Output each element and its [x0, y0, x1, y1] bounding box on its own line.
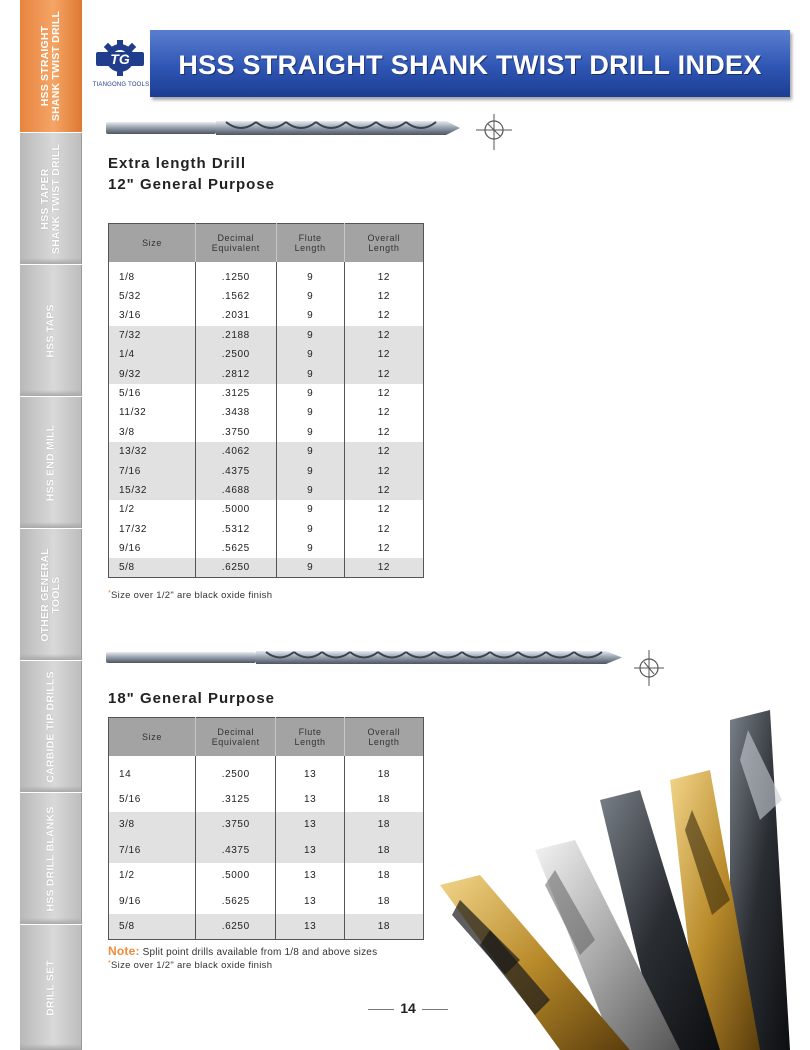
column-header-size: Size — [109, 718, 196, 756]
table-body — [109, 262, 424, 578]
cell-overall-length: 18 — [344, 838, 423, 863]
cell-size: 7/32 — [109, 326, 196, 345]
sidebar-tab-hss-taps[interactable] — [20, 265, 82, 396]
table-row — [109, 558, 424, 577]
section1-footnote: *Size over 1/2" are black oxide finish — [108, 590, 273, 601]
cell-overall-length: 12 — [344, 287, 423, 306]
table-row — [109, 442, 424, 461]
cell-decimal-equivalent: .3750 — [196, 812, 276, 837]
sidebar-tab-label: HSS DRILL BLANKS — [44, 805, 56, 912]
drill-point-crosshair-icon — [474, 114, 514, 150]
table-header-row — [109, 718, 424, 756]
cell-flute-length: 13 — [276, 787, 344, 812]
cell-decimal-equivalent: .5625 — [196, 888, 276, 913]
cell-size: 1/2 — [119, 504, 135, 516]
cell-overall-length: 12 — [344, 268, 423, 287]
cell-size: 9/32 — [109, 364, 196, 383]
sidebar-tab-label: CARBIDE TIP DRILLS — [44, 670, 56, 783]
cell-overall-length: 18 — [344, 888, 423, 913]
table-header-row — [109, 224, 424, 262]
cell-flute-length: 13 — [276, 812, 344, 837]
cell-overall-length: 12 — [344, 364, 423, 383]
column-header-overall-length: Overall Length — [344, 224, 423, 262]
cell-overall-length: 12 — [344, 442, 423, 461]
cell-size: 5/16 — [119, 388, 141, 400]
cell-decimal-equivalent: .3438 — [196, 403, 276, 422]
cell-size: 9/16 — [119, 895, 141, 907]
table-row — [109, 838, 424, 863]
sidebar-tab-label: HSS STRAIGHT SHANK TWIST DRILL — [38, 10, 62, 122]
cell-flute-length: 9 — [276, 481, 344, 500]
sidebar-nav — [20, 0, 82, 1050]
cell-decimal-equivalent: .3125 — [196, 384, 276, 403]
cell-overall-length: 12 — [344, 423, 423, 442]
drill-spec-table-18in — [108, 717, 424, 940]
cell-flute-length: 9 — [276, 539, 344, 558]
cell-overall-length: 18 — [344, 812, 423, 837]
cell-decimal-equivalent: .5000 — [196, 863, 276, 888]
cell-overall-length: 12 — [344, 520, 423, 539]
column-header-flute-length: Flute Length — [276, 718, 344, 756]
cell-decimal-equivalent: .4375 — [196, 461, 276, 480]
sidebar-tab-hss-taper-shank[interactable] — [20, 133, 82, 264]
column-header-size: Size — [109, 224, 196, 262]
table-row — [109, 403, 424, 422]
cell-overall-length: 12 — [344, 403, 423, 422]
cell-size: 3/16 — [119, 310, 141, 322]
table-row — [109, 461, 424, 480]
split-point-note — [108, 944, 377, 958]
cell-size: 1/8 — [119, 271, 135, 283]
cell-flute-length: 9 — [276, 287, 344, 306]
column-header-overall-length: Overall Length — [344, 718, 423, 756]
cell-flute-length: 9 — [276, 364, 344, 383]
table-row — [109, 364, 424, 383]
cell-decimal-equivalent: .1562 — [196, 287, 276, 306]
cell-overall-length: 12 — [344, 500, 423, 519]
cell-size: 1/4 — [109, 345, 196, 364]
cell-overall-length: 12 — [344, 558, 423, 577]
column-header-decimal-equivalent: Decimal Equivalent — [196, 224, 276, 262]
table-row — [109, 888, 424, 913]
cell-size: 1/2 — [119, 870, 135, 882]
cell-overall-length: 18 — [344, 914, 423, 939]
cell-flute-length: 13 — [276, 762, 344, 787]
section1-heading-line1: Extra length Drill — [108, 155, 247, 172]
cell-size: 5/8 — [109, 914, 196, 939]
cell-decimal-equivalent: .3750 — [196, 423, 276, 442]
column-header-decimal-equivalent: Decimal Equivalent — [196, 718, 276, 756]
cell-overall-length: 12 — [344, 345, 423, 364]
cell-size: 11/32 — [119, 407, 147, 419]
cell-flute-length: 9 — [276, 520, 344, 539]
cell-overall-length: 18 — [344, 762, 423, 787]
cell-flute-length: 9 — [276, 403, 344, 422]
cell-flute-length: 9 — [276, 500, 344, 519]
table-body — [109, 756, 424, 940]
cell-flute-length: 13 — [276, 863, 344, 888]
cell-flute-length: 9 — [276, 558, 344, 577]
cell-flute-length: 9 — [276, 326, 344, 345]
sidebar-tab-hss-drill-blanks[interactable] — [20, 793, 82, 924]
cell-flute-length: 9 — [276, 423, 344, 442]
cell-size: 3/8 — [119, 426, 135, 438]
cell-decimal-equivalent: .2031 — [196, 306, 276, 325]
cell-decimal-equivalent: .2188 — [196, 326, 276, 345]
cell-overall-length: 12 — [344, 306, 423, 325]
sidebar-tab-carbide-tip-drills[interactable] — [20, 661, 82, 792]
table-row — [109, 384, 424, 403]
note-label: Note: — [108, 944, 140, 958]
table-row — [109, 306, 424, 325]
drill-illustration — [106, 118, 462, 140]
cell-decimal-equivalent: .6250 — [196, 914, 276, 939]
cell-size: 7/16 — [109, 838, 196, 863]
cell-flute-length: 9 — [276, 268, 344, 287]
cell-overall-length: 18 — [344, 863, 423, 888]
table-row — [109, 863, 424, 888]
cell-overall-length: 12 — [344, 539, 423, 558]
title-banner — [150, 30, 790, 97]
cell-size: 9/16 — [119, 543, 141, 555]
section2-footnote: *Size over 1/2" are black oxide finish — [108, 960, 273, 971]
drill-illustration — [106, 648, 626, 668]
cell-decimal-equivalent: .5000 — [196, 500, 276, 519]
table-row — [109, 500, 424, 519]
cell-decimal-equivalent: .2500 — [196, 762, 276, 787]
page-number: 14 — [360, 1000, 456, 1016]
cell-flute-length: 13 — [276, 838, 344, 863]
section1-heading-line2: 12" General Purpose — [108, 176, 276, 193]
table-row — [109, 423, 424, 442]
cell-flute-length: 13 — [276, 888, 344, 913]
cell-overall-length: 12 — [344, 326, 423, 345]
cell-decimal-equivalent: .2500 — [196, 345, 276, 364]
logo-caption: TIANGONG TOOLS — [92, 82, 150, 88]
cell-flute-length: 9 — [276, 442, 344, 461]
cell-decimal-equivalent: .5312 — [196, 520, 276, 539]
sidebar-tab-label: HSS TAPS — [44, 303, 56, 358]
cell-size: 7/16 — [109, 461, 196, 480]
cell-size: 5/8 — [109, 558, 196, 577]
table-row — [109, 812, 424, 837]
drill-point-crosshair-icon — [632, 650, 666, 686]
cell-size: 13/32 — [109, 442, 196, 461]
cell-size: 5/32 — [119, 291, 141, 303]
cell-size: 3/8 — [109, 812, 196, 837]
sidebar-tab-label: HSS TAPER SHANK TWIST DRILL — [38, 143, 62, 254]
sidebar-tab-drill-set[interactable] — [20, 925, 82, 1050]
column-header-flute-length: Flute Length — [276, 224, 344, 262]
cell-decimal-equivalent: .1250 — [196, 268, 276, 287]
table-row — [109, 345, 424, 364]
sidebar-tab-hss-end-mill[interactable] — [20, 397, 82, 528]
cell-size: 14 — [119, 768, 132, 780]
note-text: Split point drills available from 1/8 and above sizes — [142, 947, 378, 958]
cell-flute-length: 9 — [276, 461, 344, 480]
sidebar-tab-label: DRILL SET — [44, 959, 56, 1016]
drill-spec-table-12in — [108, 223, 424, 578]
cell-overall-length: 12 — [344, 481, 423, 500]
cell-decimal-equivalent: .4688 — [196, 481, 276, 500]
cell-decimal-equivalent: .3125 — [196, 787, 276, 812]
table-row — [109, 268, 424, 287]
logo-letters: TG — [110, 51, 130, 67]
section2-heading: 18" General Purpose — [108, 690, 276, 707]
cell-decimal-equivalent: .5625 — [196, 539, 276, 558]
cell-overall-length: 12 — [344, 461, 423, 480]
sidebar-tab-label: OTHER GENERAL TOOLS — [38, 547, 62, 642]
cell-flute-length: 9 — [276, 345, 344, 364]
table-row — [109, 287, 424, 306]
drill-bits-photo — [430, 700, 810, 1050]
cell-decimal-equivalent: .2812 — [196, 364, 276, 383]
table-row — [109, 787, 424, 812]
cell-size: 5/16 — [119, 794, 141, 806]
cell-decimal-equivalent: .4375 — [196, 838, 276, 863]
sidebar-tab-other-general-tools[interactable] — [20, 529, 82, 660]
cell-size: 17/32 — [119, 523, 148, 535]
cell-overall-length: 18 — [344, 787, 423, 812]
cell-flute-length: 13 — [276, 914, 344, 939]
table-row — [109, 762, 424, 787]
sidebar-tab-label: HSS END MILL — [44, 424, 56, 501]
table-row — [109, 520, 424, 539]
page-title: HSS STRAIGHT SHANK TWIST DRILL INDEX — [178, 50, 762, 80]
cell-overall-length: 12 — [344, 384, 423, 403]
table-row — [109, 326, 424, 345]
table-row — [109, 539, 424, 558]
cell-flute-length: 9 — [276, 306, 344, 325]
cell-decimal-equivalent: .4062 — [196, 442, 276, 461]
sidebar-tab-hss-straight-shank[interactable] — [20, 0, 82, 132]
cell-decimal-equivalent: .6250 — [196, 558, 276, 577]
table-row — [109, 481, 424, 500]
table-row — [109, 914, 424, 939]
cell-size: 15/32 — [109, 481, 196, 500]
cell-flute-length: 9 — [276, 384, 344, 403]
